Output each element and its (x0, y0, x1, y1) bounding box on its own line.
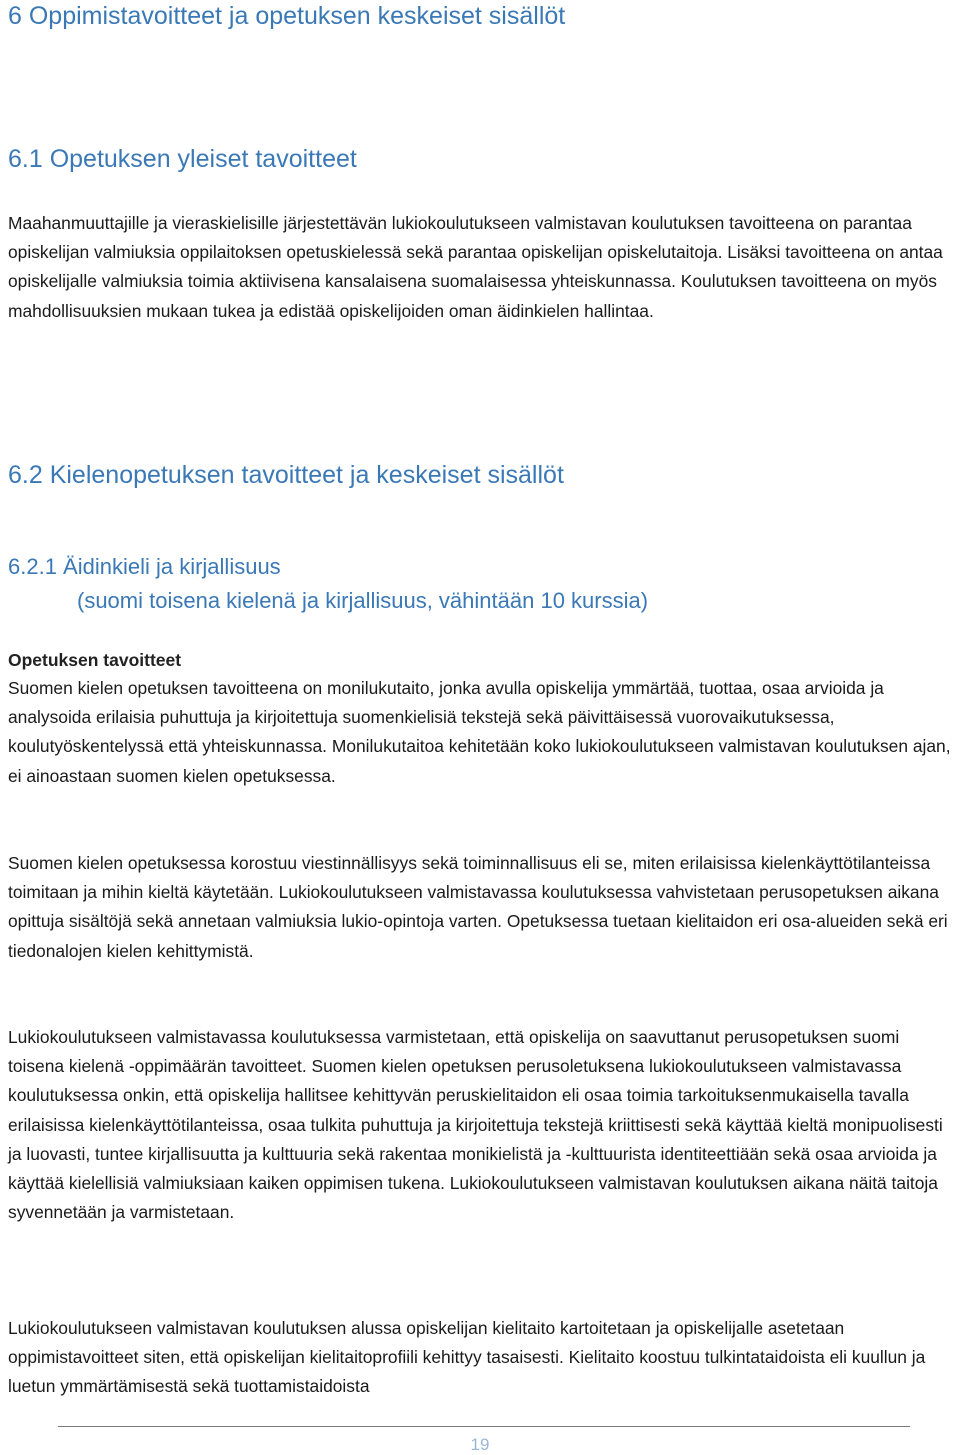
paragraph-multiliteracy: Suomen kielen opetuksen tavoitteena on monilukutaito, jonka avulla opiskelija ymmärtää, tuottaa, osaa arvioida ja analysoida erilaisia puhuttuja ja kirjoitettuja suomenkielisiä tekstejä sekä päivittäisessä vuorovaikutuksessa, koulutyöskentelyssä että yhteiskunnassa. Monilukutaitoa kehitetään koko lukiokoulutukseen valmistavan koulutuksen ajan, ei ainoastaan suomen kielen opetuksessa. (8, 678, 951, 786)
subsection-heading-6-2-1 (8, 550, 648, 618)
footer-divider (58, 1426, 910, 1427)
page-number: 19 (470, 1435, 490, 1454)
chapter-heading: 6 Oppimistavoitteet ja opetuksen keskeiset sisällöt (8, 2, 566, 30)
subsection-subtitle: (suomi toisena kielenä ja kirjallisuus, vähintään 10 kurssia) (77, 588, 649, 613)
paragraph-language-assessment: Lukiokoulutukseen valmistavan koulutuksen alussa opiskelijan kielitaito kartoitetaan ja opiskelijalle asetetaan oppimistavoitteet siten, että opiskelijan kielitaitoprofiili kehittyy tasaisesti. Kielitaito koostuu tulkintataidoista eli kuullun ja luetun ymmärtämisestä sekä tuottamistaidoista (8, 1318, 926, 1397)
subsection-title: 6.2.1 Äidinkieli ja kirjallisuus (8, 554, 281, 579)
paragraph-general-goals: Maahanmuuttajille ja vieraskielisille järjestettävän lukiokoulutukseen valmistavan koulutuksen tavoitteena on parantaa opiskelijan valmiuksia oppilaitoksen opetuskielessä sekä parantaa opiskelijan opiskelutaitoja. Lisäksi tavoitteena on antaa opiskelijalle valmiuksia toimia aktiivisena kansalaisena suomalaisessa yhteiskunnassa. Koulutuksen tavoitteena on myös mahdollisuuksien mukaan tukea ja edistää opiskelijoiden oman äidinkielen hallintaa. (8, 213, 943, 321)
section-heading-6-1: 6.1 Opetuksen yleiset tavoitteet (8, 145, 357, 173)
paragraph-communication: Suomen kielen opetuksessa korostuu viestinnällisyys sekä toiminnallisuus eli se, miten erilaisissa kielenkäyttötilanteissa toimitaan ja mihin kieltä käytetään. Lukiokoulutukseen valmistavassa koulutuksessa vahvistetaan perusopetuksen aikana opittuja sisältöjä sekä annetaan valmiuksia lukio-opintoja varten. Opetuksessa tuetaan kielitaidon eri osa-alueiden sekä eri tiedonalojen kielen kehittymistä. (8, 853, 948, 961)
section-heading-6-2: 6.2 Kielenopetuksen tavoitteet ja keskeiset sisällöt (8, 461, 564, 489)
paragraph-basic-education-goals: Lukiokoulutukseen valmistavassa koulutuksessa varmistetaan, että opiskelija on saavuttanut perusopetuksen suomi toisena kielenä -oppimäärän tavoitteet. Suomen kielen opetuksen perusoletuksena lukiokoulutukseen valmistavassa koulutuksessa onkin, että opiskelija hallitsee kehittyvän peruskielitaidon eli osaa toimia tarkoituksenmukaisella tavalla erilaisissa kielenkäyttötilanteissa, osaa tulkita puhuttuja ja kirjoitettuja tekstejä kriittisesti sekä käyttää kieltä monipuolisesti ja luovasti, tuntee kirjallisuutta ja kulttuuria sekä rakentaa monikielistä ja -kulttuurista identiteettiään sekä osaa arvioida ja käyttää kielellisiä valmiuksiaan kaiken oppimisen tukena. Lukiokoulutukseen valmistavan koulutuksen aikana näitä taitoja syvennetään ja varmistetaan. (8, 1027, 943, 1223)
goals-label: Opetuksen tavoitteet (8, 650, 182, 670)
